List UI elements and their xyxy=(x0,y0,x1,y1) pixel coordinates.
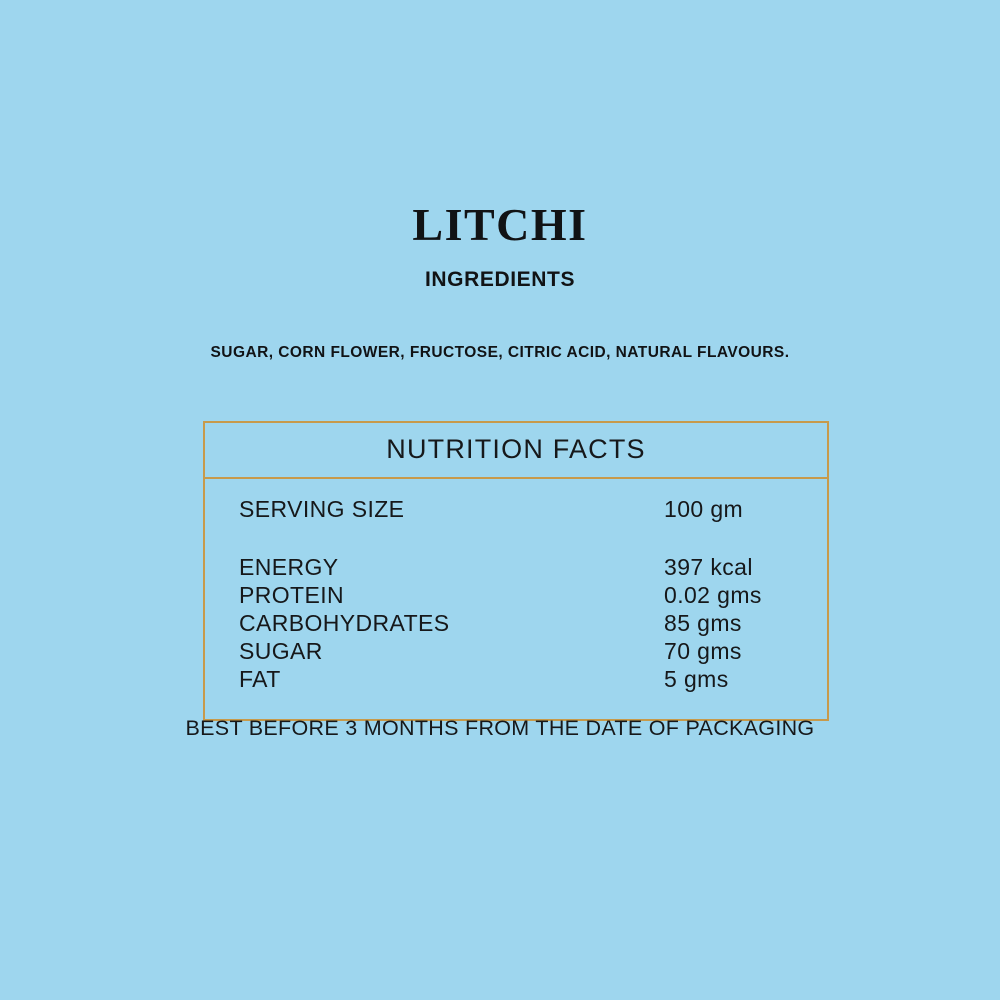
nutrient-value: 397 kcal xyxy=(664,554,753,581)
nutrition-facts-box xyxy=(203,421,829,721)
best-before-text: BEST BEFORE 3 MONTHS FROM THE DATE OF PACKAGING xyxy=(185,716,815,740)
nutrition-facts-table xyxy=(205,479,827,719)
table-row xyxy=(239,637,793,665)
nutrient-label: ENERGY xyxy=(239,554,339,581)
nutrient-value: 5 gms xyxy=(664,666,729,693)
nutrient-label: CARBOHYDRATES xyxy=(239,610,450,637)
table-row xyxy=(239,495,793,523)
nutrient-value: 70 gms xyxy=(664,638,742,665)
nutrient-label: SUGAR xyxy=(239,638,323,665)
table-row xyxy=(239,609,793,637)
nutrient-label: FAT xyxy=(239,666,281,693)
nutrient-value: 85 gms xyxy=(664,610,742,637)
nutrient-label: PROTEIN xyxy=(239,582,345,609)
serving-size-label: SERVING SIZE xyxy=(239,496,405,522)
serving-size-value: 100 gm xyxy=(664,496,744,522)
page-title: LITCHI xyxy=(412,199,588,250)
nutrient-value: 0.02 gms xyxy=(664,582,762,609)
ingredients-heading: INGREDIENTS xyxy=(424,268,576,291)
table-row xyxy=(239,665,793,693)
ingredients-text: SUGAR, CORN FLOWER, FRUCTOSE, CITRIC ACID, NATURAL FLAVOURS. xyxy=(210,344,790,361)
table-row xyxy=(239,581,793,609)
table-row xyxy=(239,553,793,581)
nutrition-facts-title: NUTRITION FACTS xyxy=(205,423,827,479)
